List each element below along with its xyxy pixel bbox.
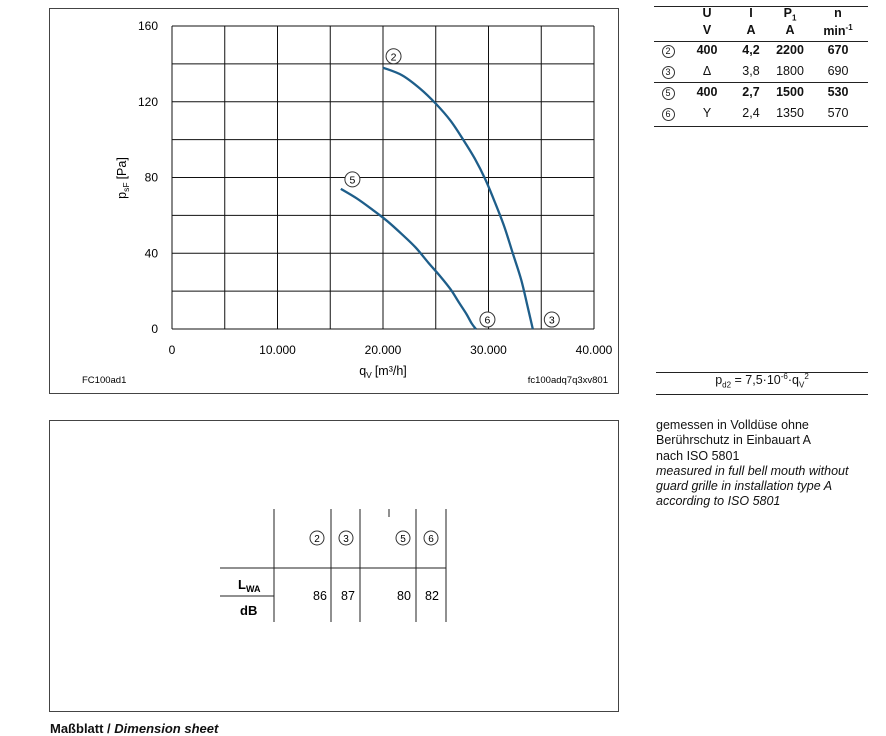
row-i: 2,4 (742, 106, 760, 120)
y-tick-label: 80 (144, 170, 158, 185)
note-en-2: guard grille in installation type A (656, 479, 833, 494)
unit-p: A (785, 23, 795, 37)
noise-value-5: 80 (397, 589, 411, 603)
row-marker: 2 (662, 45, 675, 58)
row-p: 2200 (776, 43, 804, 57)
svg-text:5: 5 (400, 534, 406, 545)
svg-text:6: 6 (428, 534, 434, 545)
row-n: 530 (827, 85, 849, 99)
note-de-3: nach ISO 5801 (656, 448, 740, 463)
x-tick-label: 10.000 (259, 343, 296, 357)
row-n: 570 (827, 106, 849, 120)
svg-text:2: 2 (390, 51, 397, 64)
unit-i: A (746, 23, 756, 37)
noise-col-5 (396, 531, 410, 545)
svg-text:5: 5 (349, 174, 356, 187)
row-i: 4,2 (742, 43, 760, 57)
x-tick-label: 0 (168, 343, 176, 357)
y-tick-label: 0 (151, 322, 158, 336)
header-i: I (749, 6, 753, 20)
x-tick-label: 30.000 (470, 343, 507, 357)
noise-row-label: $L_{WA}$ (238, 577, 261, 594)
header-u: U (702, 6, 712, 20)
row-p: 1350 (776, 106, 804, 120)
row-n: 690 (827, 64, 849, 78)
row-marker: 3 (662, 66, 675, 79)
header-n: n (834, 6, 842, 20)
y-tick-label: 40 (144, 246, 158, 261)
noise-row-unit: dB (240, 603, 258, 618)
unit-u: V (702, 23, 712, 37)
x-tick-label: 40.000 (575, 343, 613, 357)
chart-caption-left: FC100ad1 (82, 375, 127, 386)
note-en-3: according to ISO 5801 (656, 494, 781, 509)
note-en-1: measured in full bell mouth without (656, 463, 849, 478)
svg-text:2: 2 (314, 534, 320, 545)
chart-caption-right: fc100adq7q3xv801 (527, 375, 608, 386)
row-n: 670 (827, 43, 849, 57)
svg-text:3: 3 (343, 534, 349, 545)
footer-title: Maßblatt / Dimension sheet (50, 721, 219, 736)
noise-col-2 (310, 531, 324, 545)
y-tick-label: 160 (137, 19, 158, 33)
noise-col-3 (339, 531, 353, 545)
row-p: 1800 (776, 64, 804, 78)
row-u: Y (702, 106, 712, 120)
y-axis-label: $p_{sF}[Pa]$ (115, 157, 131, 199)
svg-text:6: 6 (484, 314, 491, 327)
noise-col-6 (424, 531, 438, 545)
header-p: $P_1$ (783, 6, 797, 23)
pressure-formula: $p_{d2} = 7,5\cdot 10^{-6}\cdot q_V^2$ (715, 372, 809, 390)
x-axis-label: $q_V$ [m³/h] (359, 364, 407, 380)
x-tick-label: 20.000 (364, 343, 402, 357)
noise-value-6: 82 (425, 589, 439, 603)
row-u: 400 (696, 85, 718, 99)
note-de-1: gemessen in Volldüse ohne (656, 418, 809, 432)
svg-text:3: 3 (548, 314, 555, 327)
noise-value-2: 86 (313, 589, 327, 603)
row-i: 2,7 (742, 85, 760, 99)
note-de-2: Berührschutz in Einbauart A (656, 433, 811, 448)
unit-n: $\min^{-1}$ (823, 23, 853, 39)
noise-value-3: 87 (341, 589, 355, 603)
row-u: 400 (696, 43, 718, 57)
row-p: 1500 (776, 85, 804, 99)
row-i: 3,8 (742, 64, 760, 78)
y-tick-label: 120 (137, 94, 158, 109)
row-marker: 6 (662, 108, 675, 121)
row-u: Δ (702, 64, 712, 78)
row-marker: 5 (662, 87, 675, 100)
